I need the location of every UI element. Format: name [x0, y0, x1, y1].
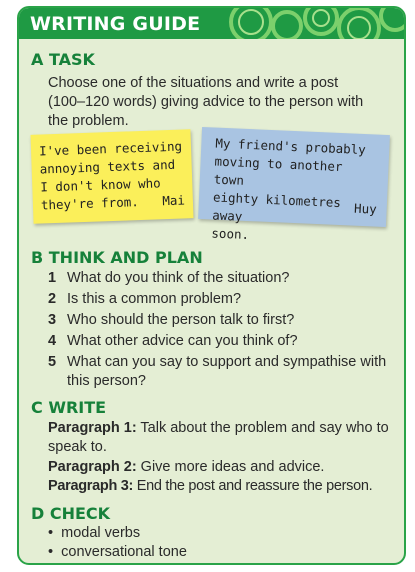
item-text: What can you say to support and sympathise with this person?	[67, 354, 387, 389]
paragraph-text: End the post and reassure the person.	[133, 478, 373, 494]
sticky-note-yellow	[30, 129, 193, 224]
paragraph-1-guide	[48, 419, 393, 457]
item-number: 2	[48, 291, 57, 307]
task-heading: A TASK	[31, 50, 95, 69]
item-number: 5	[48, 354, 57, 370]
item-text: What do you think of the situation?	[67, 270, 290, 286]
note-line: they're from.	[40, 194, 139, 213]
paragraph-2-guide	[48, 458, 393, 477]
item-text: What other advice can you think of?	[67, 333, 298, 349]
header-bar	[19, 8, 404, 39]
note-line: annoying texts and	[39, 156, 176, 177]
check-heading: D CHECK	[31, 504, 111, 523]
note-line: My friend's probably	[215, 135, 367, 158]
writing-guide-panel	[17, 6, 406, 565]
note-line: soon.	[211, 225, 250, 243]
note-signature: Mai	[162, 192, 186, 209]
note-line: I don't know who	[40, 175, 161, 195]
paragraph-text: Talk about the problem and say who to speak to.	[48, 420, 389, 455]
item-number: 1	[48, 270, 57, 286]
header-title: WRITING GUIDE	[30, 13, 201, 35]
item-number: 3	[48, 312, 57, 328]
think-plan-heading: B THINK AND PLAN	[31, 248, 203, 267]
item-number: 4	[48, 333, 57, 349]
circle-pattern-decoration	[209, 8, 406, 39]
write-heading: C WRITE	[31, 398, 107, 417]
bullet-text: modal verbs	[61, 525, 141, 541]
paragraph-label: Paragraph 1:	[48, 420, 137, 436]
sticky-note-blue	[198, 127, 390, 243]
paragraph-text: Give more ideas and advice.	[136, 459, 325, 475]
bullet-icon: •	[48, 544, 54, 560]
paragraph-label: Paragraph 2:	[48, 459, 137, 475]
list-item	[48, 544, 187, 560]
bullet-icon: •	[48, 525, 54, 541]
note-line: I've been receiving	[38, 138, 183, 159]
paragraph-3-guide	[48, 477, 393, 496]
item-text: Who should the person talk to first?	[67, 312, 295, 328]
note-line: moving to another town	[213, 153, 343, 188]
note-line: eighty kilometres away	[211, 189, 342, 224]
paragraph-label: Paragraph 3:	[48, 478, 134, 494]
list-item	[48, 525, 140, 541]
item-text: Is this a common problem?	[67, 291, 242, 307]
task-instructions: Choose one of the situations and write a post (100–120 words) giving advice to the person with the problem.	[48, 75, 364, 129]
bullet-text: conversational tone	[61, 544, 187, 560]
note-signature: Huy	[353, 200, 378, 217]
